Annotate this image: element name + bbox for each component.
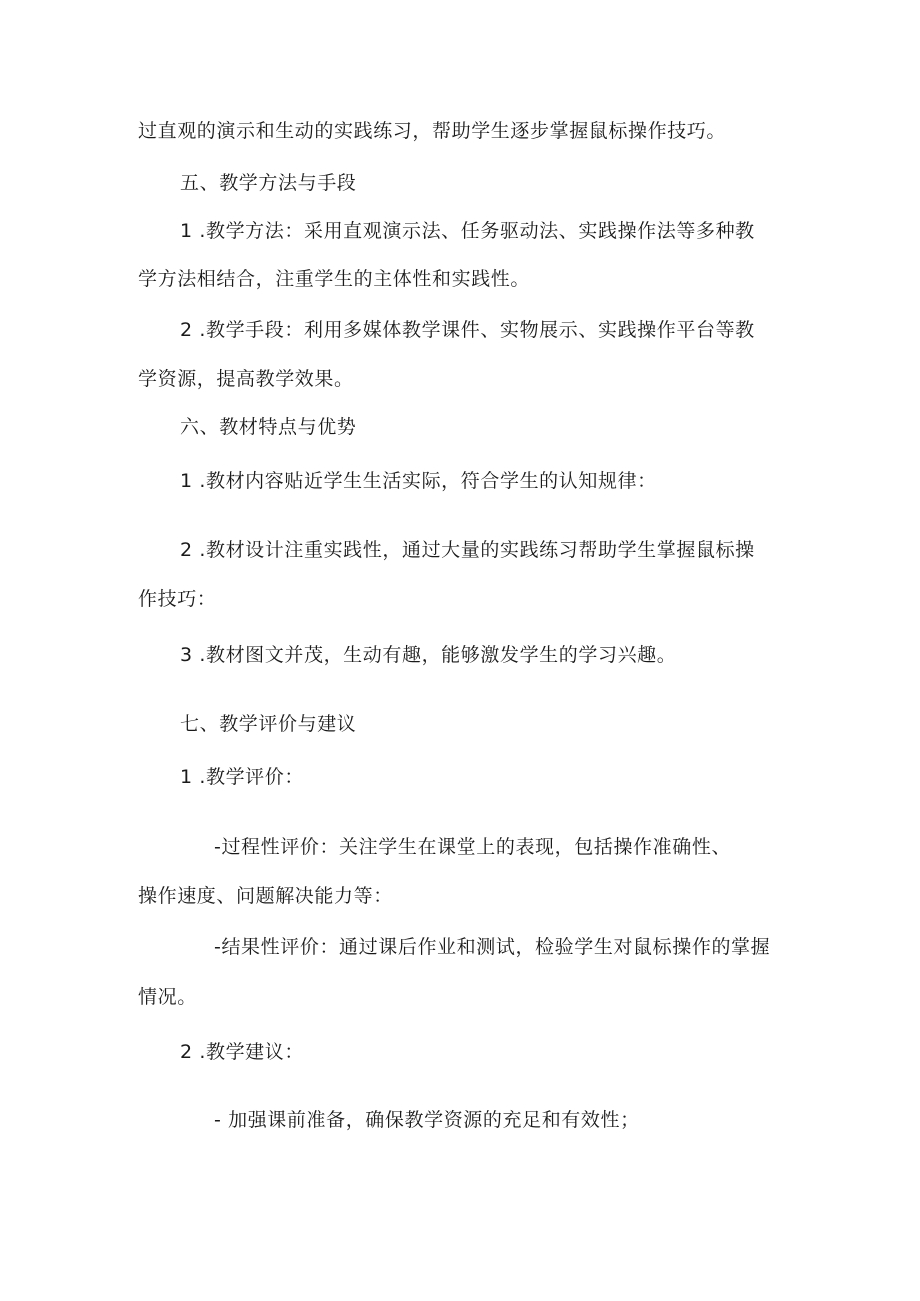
text-line: 1 .教材内容贴近学生生活实际，符合学生的认知规律： (180, 470, 657, 492)
text-line: 3 .教材图文并茂，生动有趣，能够激发学生的学习兴趣。 (180, 644, 677, 666)
section-heading: 六、教材特点与优势 (180, 416, 357, 438)
text-line: 2 .教学手段：利用多媒体教学课件、实物展示、实践操作平台等教 (180, 319, 755, 341)
text-line: 1 .教学方法：采用直观演示法、任务驱动法、实践操作法等多种教 (180, 220, 755, 242)
text-line: 过直观的演示和生动的实践练习，帮助学生逐步掌握鼠标操作技巧。 (138, 120, 727, 142)
section-heading: 七、教学评价与建议 (180, 713, 357, 735)
text-line: 1 .教学评价： (180, 766, 304, 788)
text-line: 学资源，提高教学效果。 (138, 368, 354, 390)
text-line: 情况。 (138, 986, 197, 1008)
text-line: 学方法相结合，注重学生的主体性和实践性。 (138, 268, 531, 290)
text-line: -过程性评价：关注学生在课堂上的表现，包括操作准确性、 (214, 836, 732, 858)
text-line: -结果性评价：通过课后作业和测试，检验学生对鼠标操作的掌握 (214, 936, 771, 958)
text-line: 操作速度、问题解决能力等： (138, 885, 393, 907)
text-line: 2 .教材设计注重实践性，通过大量的实践练习帮助学生掌握鼠标操 (180, 539, 755, 561)
text-line: 作技巧： (138, 588, 217, 610)
text-line: 2 .教学建议： (180, 1041, 304, 1063)
text-line: - 加强课前准备，确保教学资源的充足和有效性； (214, 1109, 640, 1131)
section-heading: 五、教学方法与手段 (180, 172, 357, 194)
